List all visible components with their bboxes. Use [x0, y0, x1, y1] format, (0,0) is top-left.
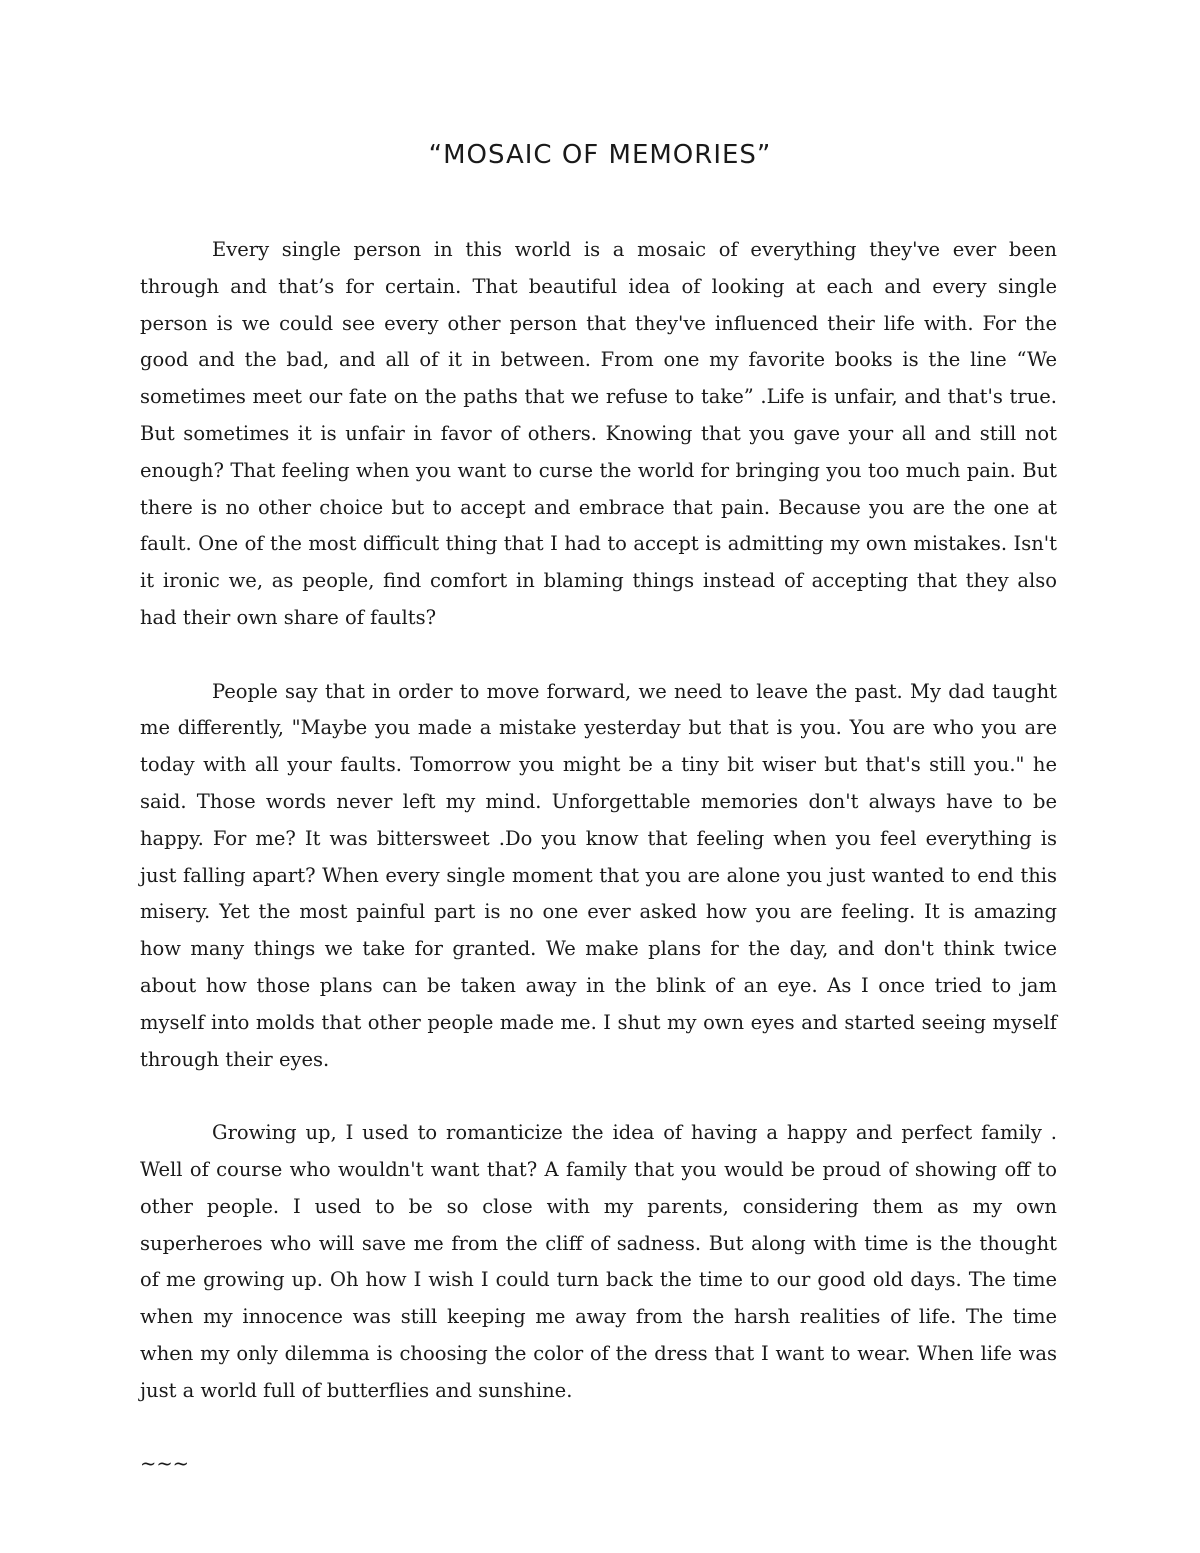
ending-mark: ~~~ [140, 1452, 190, 1476]
document-title: “MOSAIC OF MEMORIES” [428, 140, 772, 170]
paragraph-3: Growing up, I used to romanticize the idea of having a happy and perfect family . Well of course who wouldn't want that? A family that you would be proud of showing off to other people. I used to be so close with my parents, considering them as my own superheroes who will save me from the cliff of sadness. But along with time is the thought of me growing up. Oh how I wish I could turn back the time to our good old days. The time when my innocence was still keeping me away from the harsh realities of life. The time when my only dilemma is choosing the color of the dress that I want to wear. When life was just a world full of butterflies and sunshine. [140, 1121, 1057, 1402]
paragraph-1: Every single person in this world is a mosaic of everything they've ever been through and that’s for certain. That beautiful idea of looking at each and every single person is we could see every other person that they've influenced their life with. For the good and the bad, and all of it in between. From one my favorite books is the line “We sometimes meet our fate on the paths that we refuse to take” .Life is unfair, and that's true. But sometimes it is unfair in favor of others. Knowing that you gave your all and still not enough? That feeling when you want to curse the world for bringing you too much pain. But there is no other choice but to accept and embrace that pain. Because you are the one at fault. One of the most difficult thing that I had to accept is admitting my own mistakes. Isn't it ironic we, as people, find comfort in blaming things instead of accepting that they also had their own share of faults? [140, 238, 1057, 629]
document-body [140, 232, 1057, 1483]
paragraph-2: People say that in order to move forward, we need to leave the past. My dad taught me differently, "Maybe you made a mistake yesterday but that is you. You are who you are today with all your faults. Tomorrow you might be a tiny bit wiser but that's still you." he said. Those words never left my mind. Unforgettable memories don't always have to be happy. For me? It was bittersweet .Do you know that feeling when you feel everything is just falling apart? When every single moment that you are alone you just wanted to end this misery. Yet the most painful part is no one ever asked how you are feeling. It is amazing how many things we take for granted. We make plans for the day, and don't think twice about how those plans can be taken away in the blink of an eye. As I once tried to jam myself into molds that other people made me. I shut my own eyes and started seeing myself through their eyes. [140, 679, 1057, 1071]
